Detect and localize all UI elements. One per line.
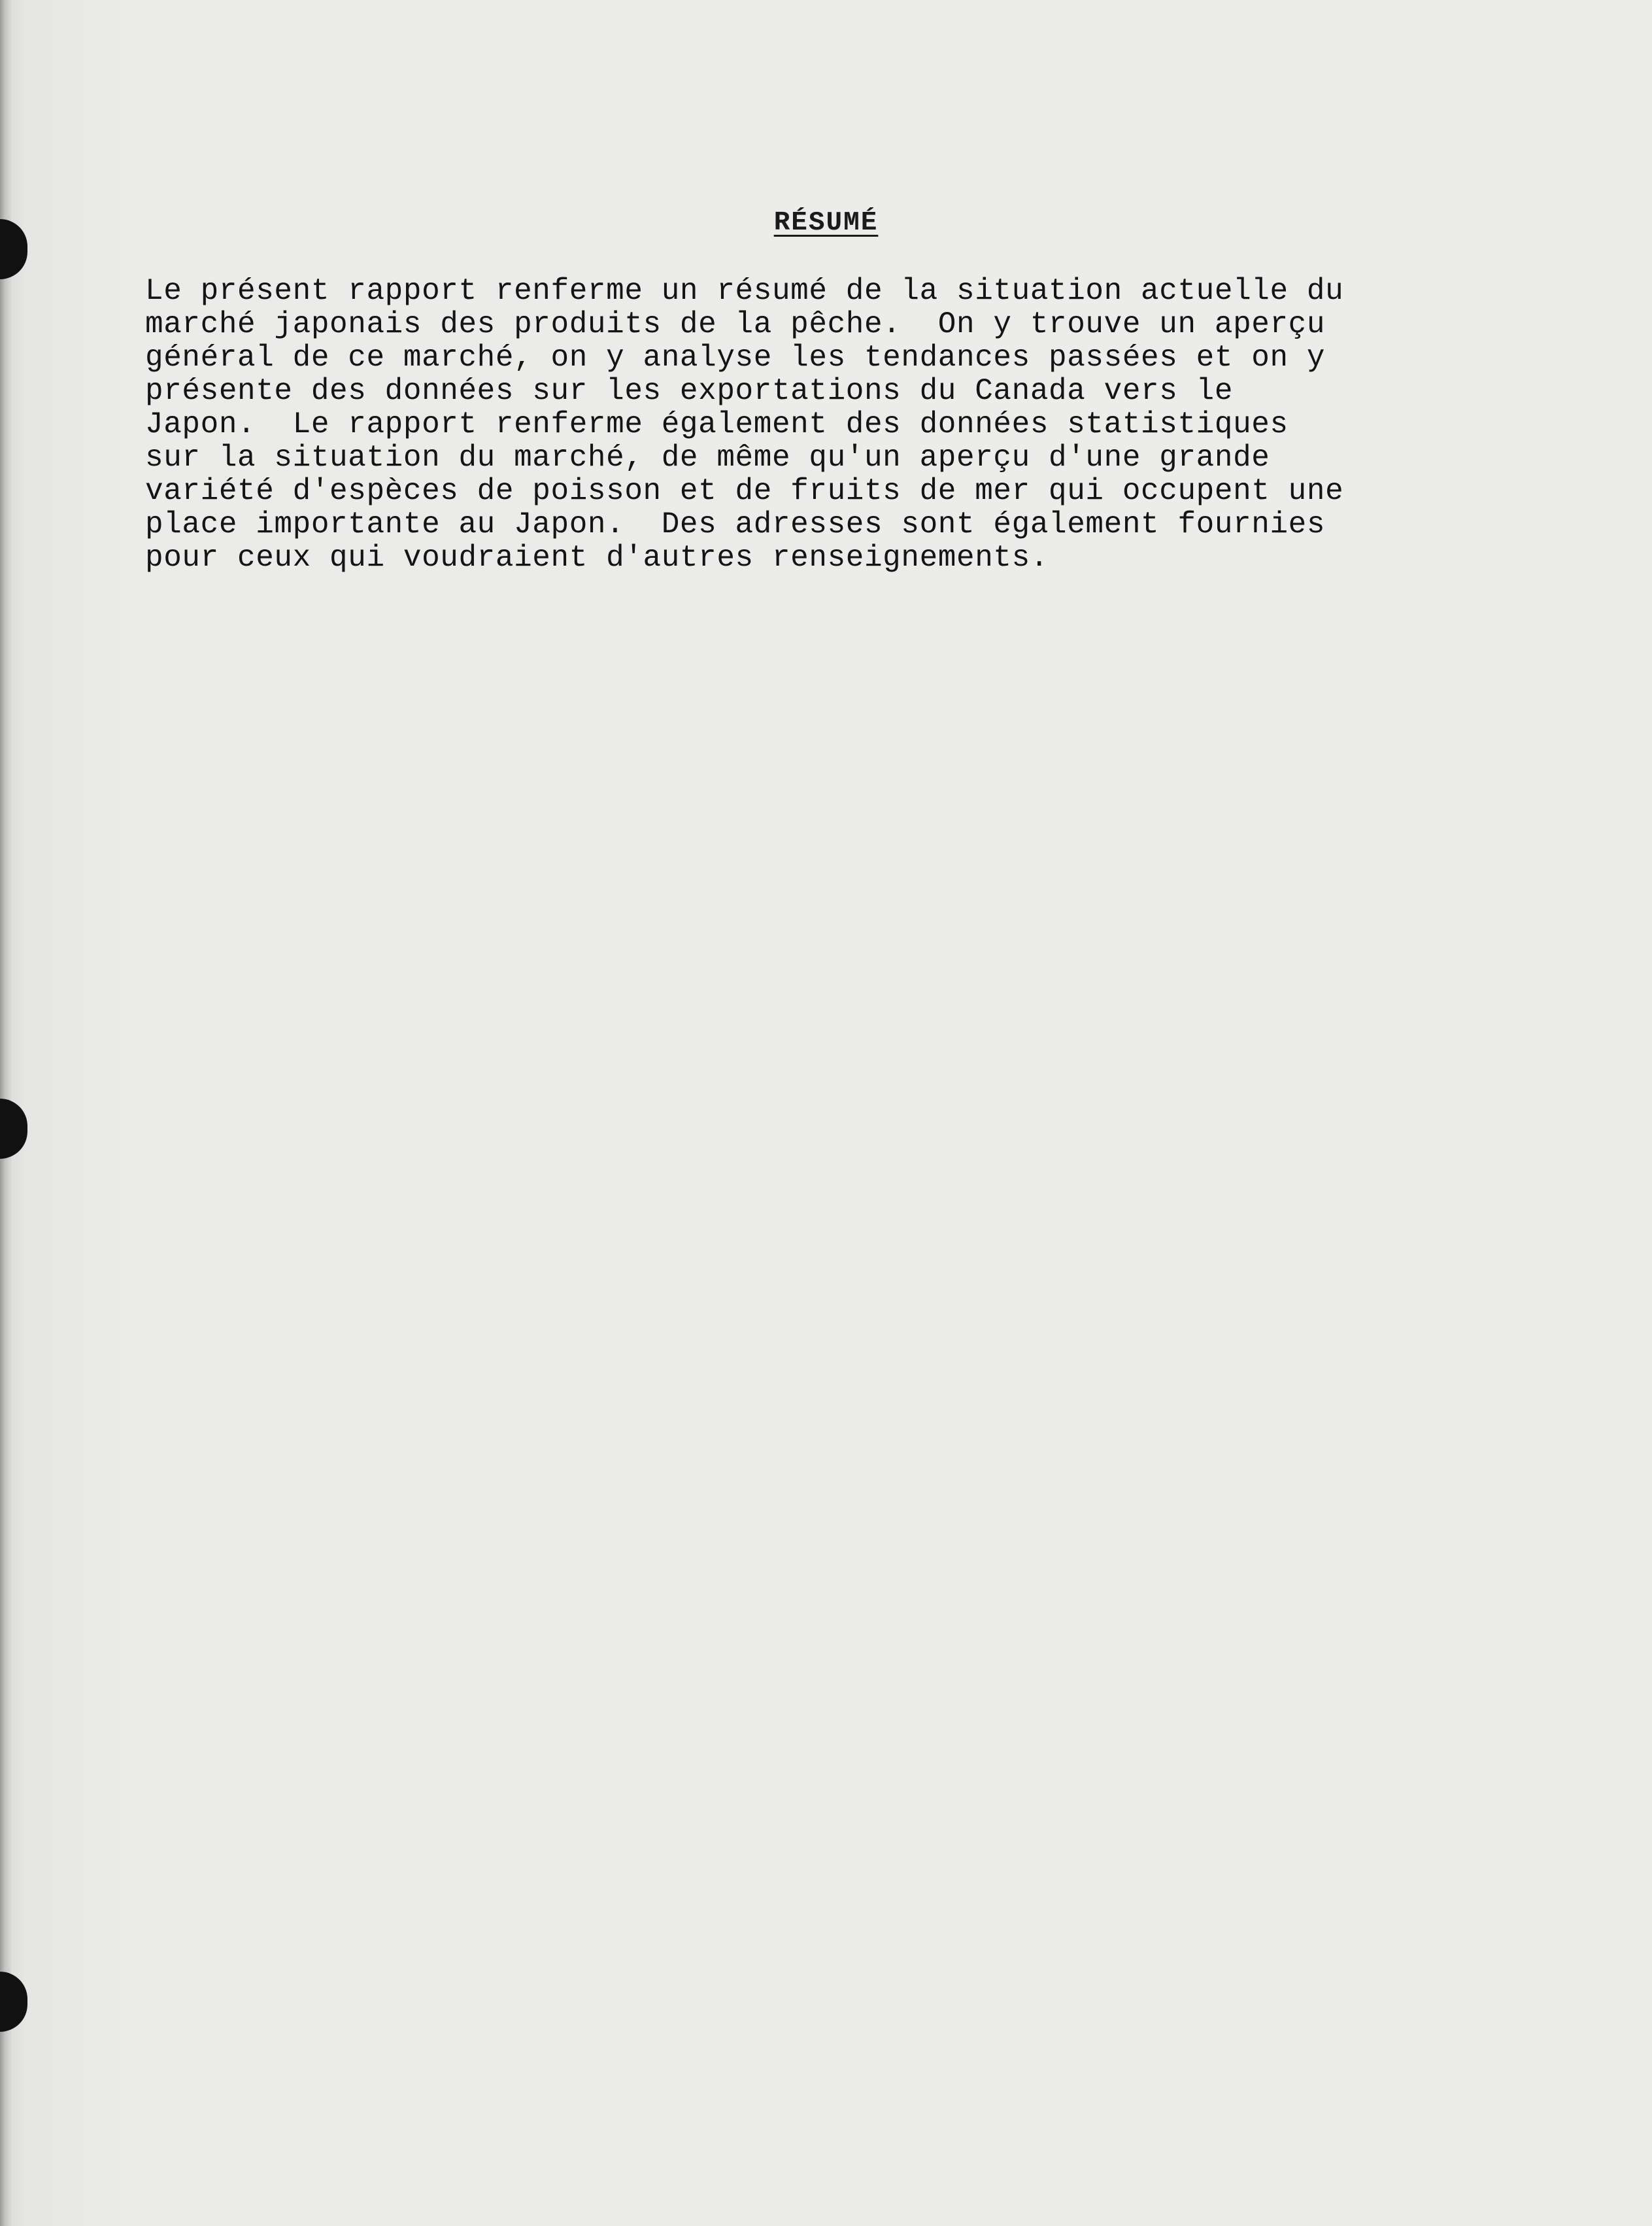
binder-hole <box>0 1099 27 1159</box>
paragraph-line: général de ce marché, on y analyse les tendances passées et on y <box>145 341 1326 375</box>
summary-paragraph <box>145 275 1518 575</box>
paragraph-line: marché japonais des produits de la pêche. On y trouve un aperçu <box>145 307 1326 341</box>
paragraph-line: variété d'espèces de poisson et de fruits de mer qui occupent une <box>145 474 1344 508</box>
paragraph-line: sur la situation du marché, de même qu'un aperçu d'une grande <box>145 441 1270 475</box>
paragraph-line: place importante au Japon. Des adresses sont également fournies <box>145 507 1326 541</box>
page-title: RÉSUMÉ <box>773 208 879 238</box>
paragraph-line: Japon. Le rapport renferme également des données statistiques <box>145 407 1289 441</box>
paragraph-line: pour ceux qui voudraient d'autres renseignements. <box>145 541 1049 575</box>
paragraph-line: Le présent rapport renferme un résumé de la situation actuelle du <box>145 274 1344 308</box>
binder-hole <box>0 1972 27 2032</box>
paragraph-line: présente des données sur les exportations du Canada vers le <box>145 374 1234 408</box>
